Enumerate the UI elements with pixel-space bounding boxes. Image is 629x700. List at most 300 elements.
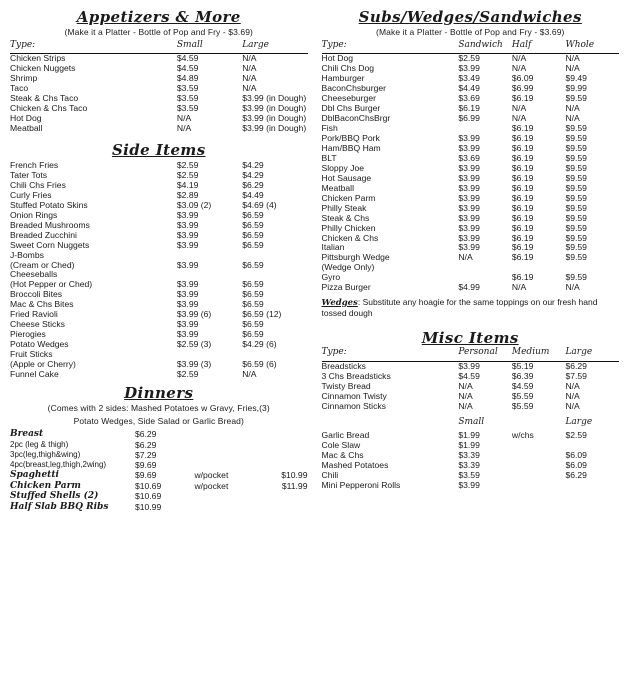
item-name: Philly Steak — [321, 202, 367, 213]
item-price — [512, 450, 566, 460]
item-price: $4.59 — [458, 371, 480, 382]
wedges-note — [322, 297, 620, 319]
item-name: Hot Dog — [321, 53, 354, 64]
item-price: $1.99 — [458, 439, 480, 450]
dinner-price-alt — [254, 492, 308, 503]
item-name: Chicken & Chs — [321, 232, 379, 243]
dinner-price-alt — [254, 429, 308, 440]
item-name: (Apple or Cherry) — [10, 359, 76, 370]
table-row — [10, 160, 308, 170]
dinner-item-name: Spaghetti — [10, 470, 59, 481]
item-price — [512, 460, 566, 470]
item-name: J-Bombs — [10, 249, 44, 260]
item-name: Dbl Chs Burger — [321, 103, 381, 114]
item-price: $6.59 — [242, 279, 264, 290]
item-price: $6.09 — [565, 459, 587, 470]
item-price: $3.99 — [176, 289, 199, 300]
item-name: Pierogies — [10, 329, 46, 340]
item-price: $3.99 (3) — [176, 359, 212, 370]
item-price: $6.59 — [242, 299, 264, 310]
appetizers-header-large: Large — [242, 40, 307, 53]
item-price: $6.59 (12) — [242, 309, 282, 320]
table-row — [10, 230, 308, 240]
table-row — [322, 440, 620, 450]
item-price: $9.59 — [565, 232, 587, 243]
item-price: $6.29 — [565, 469, 587, 480]
table-row — [10, 210, 308, 220]
item-price: $9.59 — [565, 182, 587, 193]
subs-header-type: Type: — [322, 40, 459, 53]
side-items-body — [10, 160, 308, 379]
item-name: DblBaconChsBrgr — [321, 113, 391, 124]
item-price: $3.69 — [458, 152, 480, 163]
dinner-note: w/pocket — [194, 480, 229, 491]
item-price: $3.99 — [176, 329, 199, 340]
item-price: $3.99 — [458, 479, 480, 490]
item-price: $6.19 — [511, 162, 534, 173]
item-price: $9.49 — [565, 73, 587, 84]
item-price: N/A — [565, 113, 580, 124]
table-row — [322, 283, 620, 293]
item-name: Steak & Chs — [321, 212, 370, 223]
dinner-price-alt: $11.99 — [281, 480, 308, 491]
item-price: $6.29 — [242, 179, 264, 190]
item-name: Mac & Chs Bites — [10, 299, 74, 310]
dinner-item-name: 2pc (leg & thigh) — [10, 439, 69, 449]
table-row — [322, 361, 620, 371]
item-price: N/A — [511, 113, 527, 124]
dinner-item-name: Stuffed Shells (2) — [10, 491, 99, 502]
subs-body — [322, 53, 620, 292]
table-row — [10, 290, 308, 300]
dinners-subtitle-2: Potato Wedges, Side Salad or Garlic Bread) — [73, 416, 244, 427]
dinner-row — [10, 440, 308, 450]
subs-header-sandwich: Sandwich — [458, 40, 512, 53]
item-price: $6.99 — [458, 113, 480, 124]
item-name: Pittsburgh Wedge — [321, 252, 390, 263]
item-price: $6.19 — [511, 232, 534, 243]
item-name: Curly Fries — [10, 189, 52, 200]
item-price: $3.99 — [176, 229, 199, 240]
wedges-note-emphasis: Wedges — [321, 297, 358, 308]
table-row — [10, 123, 308, 133]
item-name: French Fries — [10, 159, 59, 170]
item-price: $3.99 (in Dough) — [242, 103, 307, 114]
item-price: $3.99 — [176, 299, 199, 310]
dinner-note — [194, 492, 254, 503]
item-price: N/A — [242, 73, 257, 84]
dinner-price-alt — [254, 440, 308, 450]
table-row — [322, 233, 620, 243]
item-price: $3.99 — [458, 192, 480, 203]
item-price: N/A — [176, 123, 192, 134]
item-price: $9.59 — [565, 212, 587, 223]
item-name: Cheeseburger — [321, 93, 376, 104]
item-price: N/A — [565, 282, 580, 293]
item-price: $9.59 — [565, 252, 587, 263]
item-price: N/A — [242, 63, 257, 74]
item-price: $3.99 — [458, 222, 480, 233]
item-price: N/A — [565, 103, 580, 114]
item-price: $6.19 — [511, 182, 534, 193]
item-price — [177, 250, 242, 260]
appetizers-header-type: Type: — [10, 40, 177, 53]
item-price: $9.59 — [565, 142, 587, 153]
table-row — [322, 401, 620, 411]
dinner-item-name: Half Slab BBQ Ribs — [10, 502, 109, 513]
table-row — [10, 359, 308, 369]
table-row — [10, 53, 308, 63]
item-price: $4.49 — [458, 83, 480, 94]
table-row — [322, 163, 620, 173]
dinners-body — [10, 429, 308, 513]
item-price: $2.59 (3) — [176, 339, 212, 350]
item-price: $5.59 — [511, 391, 534, 402]
item-price: N/A — [458, 381, 473, 392]
dinner-note: w/pocket — [194, 470, 229, 481]
misc-header-type: Type: — [322, 348, 459, 361]
table-row — [322, 382, 620, 392]
item-price: $6.59 — [242, 329, 264, 340]
table-row — [10, 220, 308, 230]
item-price: $4.49 — [242, 189, 264, 200]
item-name: Hamburger — [321, 73, 365, 84]
dinners-table — [10, 429, 308, 513]
table-row — [322, 153, 620, 163]
item-price: $3.99 — [176, 219, 199, 230]
dinner-note — [194, 429, 254, 440]
item-price: $6.59 — [242, 219, 264, 230]
item-name: Breadsticks — [321, 361, 366, 372]
item-price: $9.59 — [565, 192, 587, 203]
item-price: $6.19 — [511, 202, 534, 213]
misc-header-personal: Personal — [458, 348, 512, 361]
item-price: $3.99 (6) — [176, 309, 212, 320]
item-price: $2.59 — [458, 53, 480, 64]
table-row — [322, 372, 620, 382]
table-row — [10, 190, 308, 200]
table-row — [322, 53, 620, 63]
item-name: Mini Pepperoni Rolls — [321, 479, 401, 490]
item-name: Twisty Bread — [321, 381, 371, 392]
item-name: Tater Tots — [10, 169, 48, 180]
item-price: $9.59 — [565, 222, 587, 233]
item-name: Ham/BBQ Ham — [321, 142, 381, 153]
dinner-price: $6.29 — [134, 439, 157, 450]
misc-header-large: Large — [565, 348, 619, 361]
item-price: N/A — [242, 53, 257, 64]
item-price: $2.59 — [565, 429, 587, 440]
table-row — [322, 430, 620, 440]
item-price: $6.59 — [242, 229, 264, 240]
table-row — [322, 143, 620, 153]
item-price: $6.19 — [511, 222, 534, 233]
item-price: $6.99 — [511, 83, 534, 94]
subs-header-whole: Whole — [565, 40, 619, 53]
table-row — [322, 183, 620, 193]
dinners-title: Dinners — [124, 384, 194, 403]
item-price: $4.29 — [242, 159, 264, 170]
dinner-item-name: 3pc(leg,thigh&wing) — [10, 449, 81, 459]
item-name: Chili Chs Dog — [321, 63, 375, 74]
misc2-header-blank — [322, 417, 459, 430]
table-row — [322, 64, 620, 74]
item-price: $9.59 — [565, 272, 587, 283]
item-price — [242, 250, 307, 260]
table-row — [10, 340, 308, 350]
item-name: Cinnamon Sticks — [321, 401, 386, 412]
item-price — [565, 440, 619, 450]
item-price — [458, 273, 512, 283]
subs-header-half: Half — [512, 40, 566, 53]
table-row — [322, 243, 620, 253]
item-price: $9.59 — [565, 172, 587, 183]
misc2-header-blank2 — [512, 417, 566, 430]
table-row — [10, 350, 308, 360]
misc-table — [322, 348, 620, 412]
item-price: $3.99 — [176, 209, 199, 220]
table-row — [10, 170, 308, 180]
item-name: Steak & Chs Taco — [10, 93, 79, 104]
item-name: Pork/BBQ Pork — [321, 132, 380, 143]
table-row — [322, 392, 620, 402]
item-price: $9.59 — [565, 242, 587, 253]
item-name: (Wedge Only) — [321, 262, 375, 273]
item-name: Cinnamon Twisty — [321, 391, 387, 402]
item-name: Cheese Sticks — [10, 319, 65, 330]
table-row — [10, 250, 308, 260]
item-price: $3.99 (in Dough) — [242, 93, 307, 104]
misc-table-2 — [322, 417, 620, 489]
item-price: $3.99 — [458, 162, 480, 173]
table-row — [10, 320, 308, 330]
appetizers-body — [10, 53, 308, 133]
item-name: Garlic Bread — [321, 429, 370, 440]
dinner-price: $7.29 — [134, 449, 157, 460]
item-price: $6.19 — [511, 93, 534, 104]
dinner-price-alt — [254, 450, 308, 460]
dinner-row — [10, 429, 308, 440]
item-price: $6.09 — [511, 73, 534, 84]
item-price: $9.59 — [565, 162, 587, 173]
dinner-row — [10, 460, 308, 470]
table-row — [10, 180, 308, 190]
item-price: $6.29 — [565, 361, 587, 372]
item-price: $3.59 — [176, 83, 199, 94]
item-name: Fried Ravioli — [10, 309, 58, 320]
subs-subtitle: (Make it a Platter - Bottle of Pop and Fry - $3.69) — [376, 27, 565, 37]
dinner-row — [10, 502, 308, 513]
item-name: Meatball — [321, 182, 354, 193]
item-name: Mashed Potatoes — [321, 459, 389, 470]
item-price: $3.99 — [458, 142, 480, 153]
table-row — [322, 460, 620, 470]
table-row — [10, 104, 308, 114]
item-price: $4.59 — [511, 381, 534, 392]
item-price: $3.99 — [458, 232, 480, 243]
item-price: N/A — [242, 369, 257, 379]
item-price: N/A — [565, 381, 580, 392]
item-price: $3.59 — [458, 469, 480, 480]
item-name: Mac & Chs — [321, 449, 364, 460]
side-items-table — [10, 160, 308, 379]
item-name: Fish — [321, 123, 338, 134]
item-price: $9.59 — [565, 123, 587, 134]
item-price — [458, 123, 512, 133]
item-price: $7.59 — [565, 371, 587, 382]
item-price: $4.59 — [176, 63, 199, 74]
item-price — [512, 480, 566, 490]
table-row — [322, 104, 620, 114]
item-name: Gyro — [321, 272, 341, 283]
item-price: $5.19 — [511, 361, 534, 372]
item-price: $3.39 — [458, 459, 480, 470]
item-name: BaconChsburger — [321, 83, 386, 94]
table-row — [10, 300, 308, 310]
dinner-price: $6.29 — [134, 428, 157, 439]
right-column — [322, 6, 620, 490]
dinner-row — [10, 492, 308, 503]
dinner-item-name: Chicken Parm — [10, 480, 81, 491]
table-row — [322, 193, 620, 203]
item-name: Hot Dog — [10, 113, 42, 124]
item-price: $2.59 — [176, 169, 199, 180]
misc2-header-large: Large — [565, 417, 593, 428]
item-price — [177, 350, 242, 360]
table-row — [10, 200, 308, 210]
item-price: $1.99 — [458, 429, 480, 440]
item-price: $3.99 — [176, 279, 199, 290]
item-price: $3.99 — [176, 319, 199, 330]
item-price: $3.99 (in Dough) — [242, 113, 307, 124]
item-price — [242, 350, 307, 360]
item-price: N/A — [176, 113, 192, 124]
table-row — [322, 203, 620, 213]
item-price: $6.19 — [511, 172, 534, 183]
item-price: $6.19 — [511, 212, 534, 223]
item-name: Pizza Burger — [321, 282, 371, 293]
item-price: $3.59 — [176, 103, 199, 114]
item-price: $6.19 — [511, 123, 534, 134]
item-price: $6.19 — [458, 103, 480, 114]
item-price: N/A — [458, 401, 473, 412]
item-price: w/chs — [511, 429, 534, 440]
table-row — [10, 240, 308, 250]
item-price: $3.99 — [458, 172, 480, 183]
item-name: Broccoli Bites — [10, 289, 63, 300]
dinner-price-alt — [254, 460, 308, 470]
table-row — [322, 173, 620, 183]
menu-columns — [10, 6, 619, 513]
wedges-note-text: : Substitute any hoagie for the same toppings on our fresh hand tossed dough — [321, 296, 598, 319]
item-price: $4.29 — [242, 169, 264, 180]
item-price: $6.59 — [242, 259, 264, 270]
item-price: $6.59 — [242, 209, 264, 220]
item-name: Chicken Parm — [321, 192, 376, 203]
item-name: Meatball — [10, 123, 43, 134]
item-price: $2.59 — [176, 159, 199, 170]
table-row — [322, 480, 620, 490]
item-price — [458, 263, 512, 273]
dinner-price-alt — [254, 502, 308, 513]
item-price: $6.59 — [242, 289, 264, 300]
item-price: $9.59 — [565, 132, 587, 143]
item-name: Potato Wedges — [10, 339, 69, 350]
item-price: $4.99 — [458, 282, 480, 293]
table-row — [10, 270, 308, 280]
item-price: $6.59 — [242, 239, 264, 250]
appetizers-header-small: Small — [177, 40, 242, 53]
dinner-price: $10.99 — [134, 502, 162, 513]
item-name: Chicken & Chs Taco — [10, 103, 88, 114]
item-price: $9.59 — [565, 93, 587, 104]
item-name: Fruit Sticks — [10, 349, 53, 360]
item-price: $2.59 — [176, 369, 199, 379]
dinner-price: $10.69 — [134, 491, 162, 502]
item-price: $4.69 (4) — [242, 199, 277, 210]
item-price: $6.19 — [511, 142, 534, 153]
side-items-title: Side Items — [111, 141, 206, 160]
table-row — [322, 470, 620, 480]
item-price: $2.89 — [176, 189, 199, 200]
item-price: N/A — [511, 53, 527, 64]
dinner-note — [194, 450, 254, 460]
subs-table — [322, 40, 620, 293]
item-price — [565, 480, 619, 490]
dinner-price-alt: $10.99 — [281, 470, 308, 481]
item-price: $3.99 — [458, 202, 480, 213]
table-row — [10, 330, 308, 340]
item-price: $3.99 — [458, 132, 480, 143]
item-price: $3.99 — [176, 239, 199, 250]
item-price: N/A — [242, 83, 257, 94]
table-row — [322, 94, 620, 104]
table-row — [322, 213, 620, 223]
item-price: N/A — [565, 391, 580, 402]
dinner-row — [10, 450, 308, 460]
item-price: $3.99 — [458, 212, 480, 223]
dinner-item-name: Breast — [10, 428, 44, 439]
item-price: N/A — [511, 63, 527, 74]
item-price — [177, 270, 242, 280]
table-row — [10, 74, 308, 84]
item-price: $3.39 — [458, 449, 480, 460]
appetizers-title: Appetizers & More — [76, 8, 241, 26]
item-name: Chicken Strips — [10, 53, 66, 64]
misc-body-2 — [322, 430, 620, 490]
item-price: $6.59 — [242, 319, 264, 330]
item-name: Sweet Corn Nuggets — [10, 239, 90, 250]
item-price: $6.19 — [511, 252, 534, 263]
subs-title: Subs/Wedges/Sandwiches — [358, 8, 582, 26]
item-price: $3.59 — [176, 93, 199, 104]
table-row — [322, 450, 620, 460]
item-price: $3.99 (in Dough) — [242, 123, 307, 134]
item-price: N/A — [565, 63, 580, 74]
table-row — [322, 223, 620, 233]
item-name: Chili — [321, 469, 339, 480]
item-price: N/A — [458, 252, 473, 263]
table-row — [322, 133, 620, 143]
item-price: $6.19 — [511, 242, 534, 253]
item-price: $6.09 — [565, 449, 587, 460]
item-name: Breaded Mushrooms — [10, 219, 90, 230]
item-name: Shrimp — [10, 73, 38, 84]
item-name: Cheeseballs — [10, 269, 58, 280]
item-price: $6.59 (6) — [242, 359, 277, 370]
dinner-note — [194, 502, 254, 513]
dinner-note — [194, 440, 254, 450]
